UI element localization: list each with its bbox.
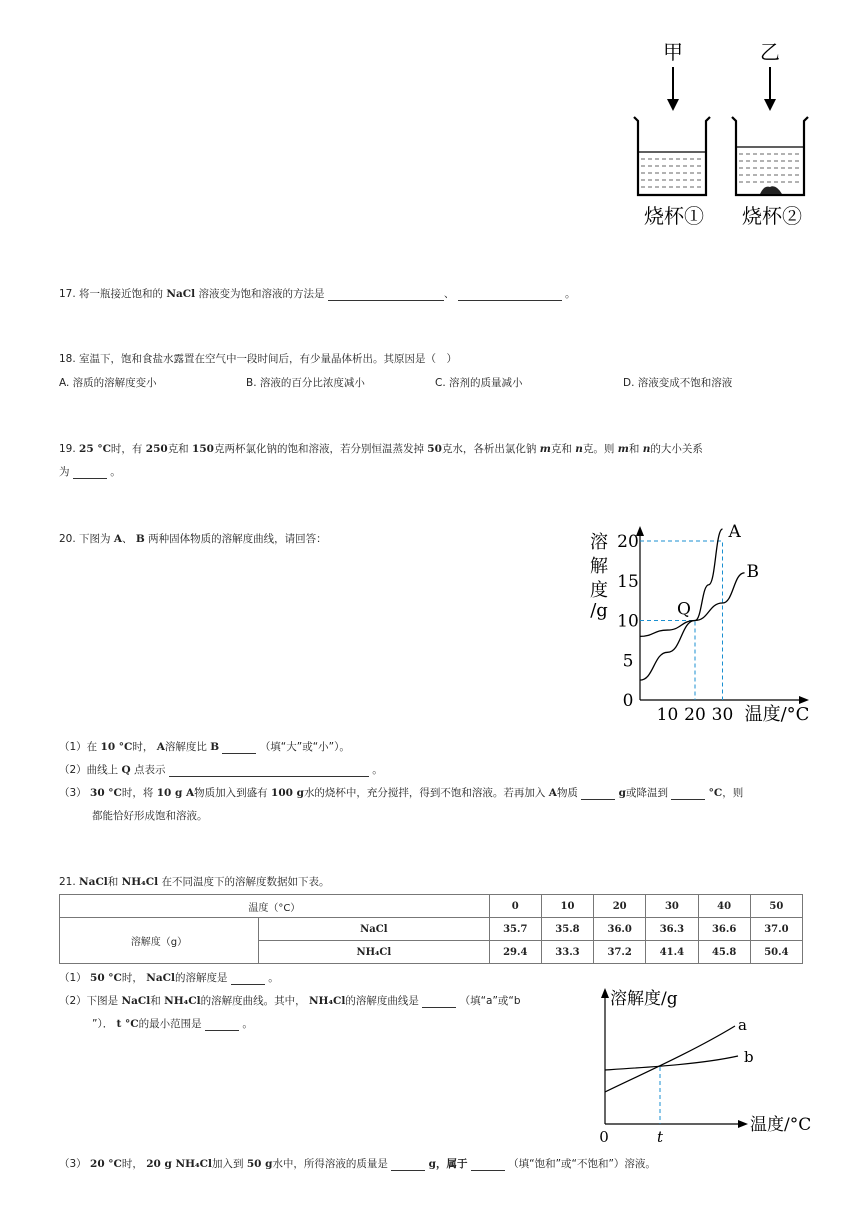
x-tick-label: 30 [711, 705, 734, 725]
q21-part2-line2: ”）． t °C的最小范围是 。 [92, 1018, 253, 1030]
answer-blank[interactable] [581, 788, 615, 800]
question-18-stem: 18. 室温下，饱和食盐水露置在空气中一段时间后，有少量晶体析出。其原因是（ ） [59, 353, 458, 365]
table-cell: NH₄Cl [259, 941, 490, 964]
answer-blank[interactable] [328, 289, 444, 301]
table-cell: 10 [541, 895, 593, 918]
y-label-2: 解 [590, 556, 608, 577]
curve-a [605, 1026, 735, 1092]
table-cell: 36.3 [646, 918, 698, 941]
q21-part3: （3） 20 °C时， 20 g NH₄Cl加入到 50 g水中，所得溶液的质量是 g，属于 （填“饱和”或“不饱和”）溶液。 [59, 1158, 656, 1170]
x-tick-label: 10 [656, 705, 679, 725]
answer-blank[interactable] [422, 996, 456, 1008]
answer-blank[interactable] [458, 289, 562, 301]
temp-header: 温度（°C） [60, 895, 490, 918]
table-cell: 41.4 [646, 941, 698, 964]
table-row [60, 918, 803, 941]
table-cell: 37.0 [750, 918, 802, 941]
beaker-1-label: 烧杯① [644, 204, 704, 228]
y-tick-label: 15 [617, 571, 639, 592]
table-cell: 20 [594, 895, 646, 918]
series-label: B [746, 561, 759, 582]
series-curve-B [640, 573, 745, 637]
label-jia: 甲 [663, 40, 683, 64]
table-cell: 45.8 [698, 941, 750, 964]
q21-part1: （1） 50 °C时， NaCl的溶解度是 。 [59, 972, 279, 984]
table-row [60, 895, 803, 918]
series-label: A [728, 524, 741, 543]
row-header: 溶解度（g） [60, 918, 259, 964]
table-cell: 35.8 [541, 918, 593, 941]
y-label-1: 溶 [590, 532, 608, 553]
origin-label: 0 [599, 1128, 609, 1144]
guide-line [640, 621, 695, 701]
label-yi: 乙 [760, 40, 780, 64]
table-cell: 37.2 [594, 941, 646, 964]
guide-line [640, 541, 723, 700]
q20-part2: （2）曲线上 Q 点表示 。 [59, 764, 383, 776]
beaker-2-label: 烧杯② [742, 204, 802, 228]
curve-b [605, 1056, 738, 1070]
solubility-chart-ab [585, 524, 820, 730]
y-tick-label: 5 [622, 651, 634, 672]
q20-part3-line2: 都能恰好形成饱和溶液。 [92, 810, 208, 822]
option-a[interactable]: A. 溶质的溶解度变小 [59, 377, 157, 389]
answer-blank[interactable] [169, 765, 369, 777]
y-label-3: 度 [590, 580, 608, 601]
q20-part3-line1: （3） 30 °C时，将 10 g A物质加入到盛有 100 g水的烧杯中，充分搅拌，得到不饱和溶液。若再加入 A物质 g或降温到 °C，则 [59, 787, 744, 799]
y-axis-label: 溶解度/g [610, 989, 678, 1009]
y-tick-label: 0 [622, 691, 634, 711]
table-cell: 50.4 [750, 941, 802, 964]
answer-blank[interactable] [391, 1159, 425, 1171]
curve-b-label: b [744, 1048, 754, 1066]
answer-blank[interactable] [222, 742, 256, 754]
point-q-label: Q [677, 599, 691, 620]
answer-blank[interactable] [231, 973, 265, 985]
solubility-chart-ab-nacl-nh4cl [592, 984, 817, 1144]
answer-blank[interactable] [471, 1159, 505, 1171]
y-tick-label: 20 [617, 532, 639, 552]
table-cell: 29.4 [489, 941, 541, 964]
y-tick-label: 10 [617, 611, 639, 632]
table-cell: 0 [489, 895, 541, 918]
option-d[interactable]: D. 溶液变成不饱和溶液 [623, 377, 733, 389]
question-19-line1: 19. 25 °C时，有 250克和 150克两杯氯化钠的饱和溶液，若分别恒温蒸发掉 50克水，各析出氯化钠 m克和 n克。则 m和 n的大小关系 [59, 443, 703, 455]
answer-blank[interactable] [671, 788, 705, 800]
crystal-precipitate [760, 186, 782, 194]
table-cell: 50 [750, 895, 802, 918]
option-c[interactable]: C. 溶剂的质量减小 [435, 377, 523, 389]
table-cell: 36.6 [698, 918, 750, 941]
beaker-2 [732, 117, 808, 195]
x-axis-label: 温度/°C [744, 704, 810, 725]
option-b[interactable]: B. 溶液的百分比浓度减小 [246, 377, 365, 389]
table-cell: 33.3 [541, 941, 593, 964]
curve-a-label: a [738, 1016, 747, 1034]
beaker-1 [634, 117, 710, 195]
x-axis-label: 温度/°C [750, 1115, 812, 1135]
table-cell: 35.7 [489, 918, 541, 941]
q20-part1: （1）在 10 °C时， A溶解度比 B （填“大”或“小”）。 [59, 741, 350, 753]
table-cell: 36.0 [594, 918, 646, 941]
question-17: 17. 将一瓶接近饱和的 NaCl 溶液变为饱和溶液的方法是 、 。 [59, 288, 576, 300]
table-cell: 30 [646, 895, 698, 918]
t-label: t [656, 1128, 664, 1144]
table-cell: 40 [698, 895, 750, 918]
answer-blank[interactable] [205, 1019, 239, 1031]
y-label-4: /g [590, 600, 608, 621]
solubility-table [59, 894, 803, 964]
x-tick-label: 20 [684, 705, 706, 725]
question-20-stem: 20. 下图为 A、 B 两种固体物质的溶解度曲线，请回答： [59, 533, 327, 545]
table-cell: NaCl [259, 918, 490, 941]
q21-part2-line1: （2）下图是 NaCl和 NH₄Cl的溶解度曲线。其中， NH₄Cl的溶解度曲线是 （填“a”或“b [59, 995, 521, 1007]
question-21-stem: 21. NaCl和 NH₄Cl 在不同温度下的溶解度数据如下表。 [59, 876, 330, 888]
question-19-line2: 为 。 [59, 466, 121, 478]
beaker-figure [620, 35, 820, 235]
answer-blank[interactable] [73, 467, 107, 479]
